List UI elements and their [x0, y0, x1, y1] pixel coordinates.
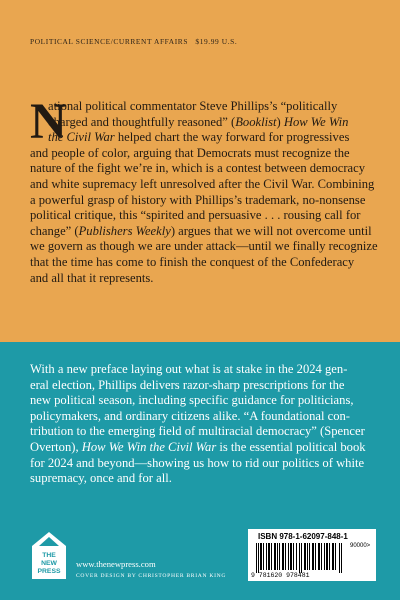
price-label: $19.99 U.S.: [195, 37, 238, 46]
text-line: [30, 115, 372, 131]
book-title: the Civil War: [48, 130, 115, 145]
text-line: we govern as though we are under attack—until we finally recognize: [30, 239, 378, 254]
description-paragraph-1: [30, 94, 378, 286]
text-line: policymakers, and ordinary citizens alike. “A foundational con-: [30, 408, 350, 423]
publisher-url[interactable]: www.thenewpress.com: [76, 559, 156, 569]
text-line: With a new preface laying out what is at stake in the 2024 gen-: [30, 362, 348, 376]
text-line: ational political commentator Steve Phillips’s “politically: [48, 99, 338, 113]
text-line: political critique, this “spirited and persuasive . . . rousing call for: [30, 208, 361, 223]
text-line: and all that it represents.: [30, 270, 154, 285]
barcode-bars: [254, 543, 346, 573]
text-line: that the time has come to finish the conquest of the Confederacy: [30, 254, 355, 269]
text-line: supremacy, once and for all.: [30, 471, 172, 486]
text-run: Overton),: [30, 439, 82, 454]
logo-text: THE: [42, 552, 56, 559]
text-run: change” (: [30, 223, 79, 238]
book-title: How We Win: [283, 114, 349, 129]
text-run: helped chart the way forward for progressives: [114, 130, 350, 145]
text-line: tribution to the emerging field of multiracial democracy” (Spencer: [30, 424, 365, 439]
isbn-label: ISBN 978-1-62097-848-1: [258, 532, 348, 541]
drop-cap: N: [30, 94, 67, 150]
text-line: a powerful grasp of history with Phillips’s trademark, no-nonsense: [30, 192, 366, 207]
text-line: and white supremacy left unresolved after the Civil War. Combining: [30, 176, 375, 191]
text-run: is the essential political book: [216, 439, 366, 454]
publisher-info: [76, 559, 226, 579]
logo-text: PRESS: [37, 568, 61, 575]
price-code: 90000>: [350, 543, 371, 549]
book-title: How We Win the Civil War: [81, 439, 217, 454]
text-run: charged and thoughtfully reasoned” (: [48, 114, 236, 129]
category-line: [30, 37, 237, 46]
cover-design-credit: COVER DESIGN BY CHRISTOPHER BRIAN KING: [76, 573, 227, 579]
source-citation: Publishers Weekly: [78, 223, 171, 238]
text-run: ): [276, 114, 284, 129]
text-line: new political season, including specific guidance for politicians,: [30, 393, 354, 408]
isbn-barcode: [248, 529, 376, 581]
text-run: ) argues that we will not overcome until: [170, 223, 372, 238]
text-line: [30, 440, 372, 456]
text-line: for 2024 and beyond—showing us how to rid our politics of white: [30, 455, 365, 470]
text-line: eral election, Phillips delivers razor-sharp prescriptions for the: [30, 377, 345, 392]
text-line: [30, 130, 372, 146]
text-line: and people of color, arguing that Democrats must recognize the: [30, 145, 350, 160]
barcode-digits: 9 781620 978481: [251, 572, 310, 579]
logo-text: NEW: [41, 560, 57, 567]
text-line: [30, 224, 372, 240]
description-paragraph-2: [30, 362, 372, 487]
text-line: nature of the fight we’re in, which is a contest between democracy: [30, 161, 366, 176]
category-label: POLITICAL SCIENCE/CURRENT AFFAIRS: [30, 37, 189, 46]
publisher-logo: [30, 530, 68, 580]
source-citation: Booklist: [235, 114, 277, 129]
